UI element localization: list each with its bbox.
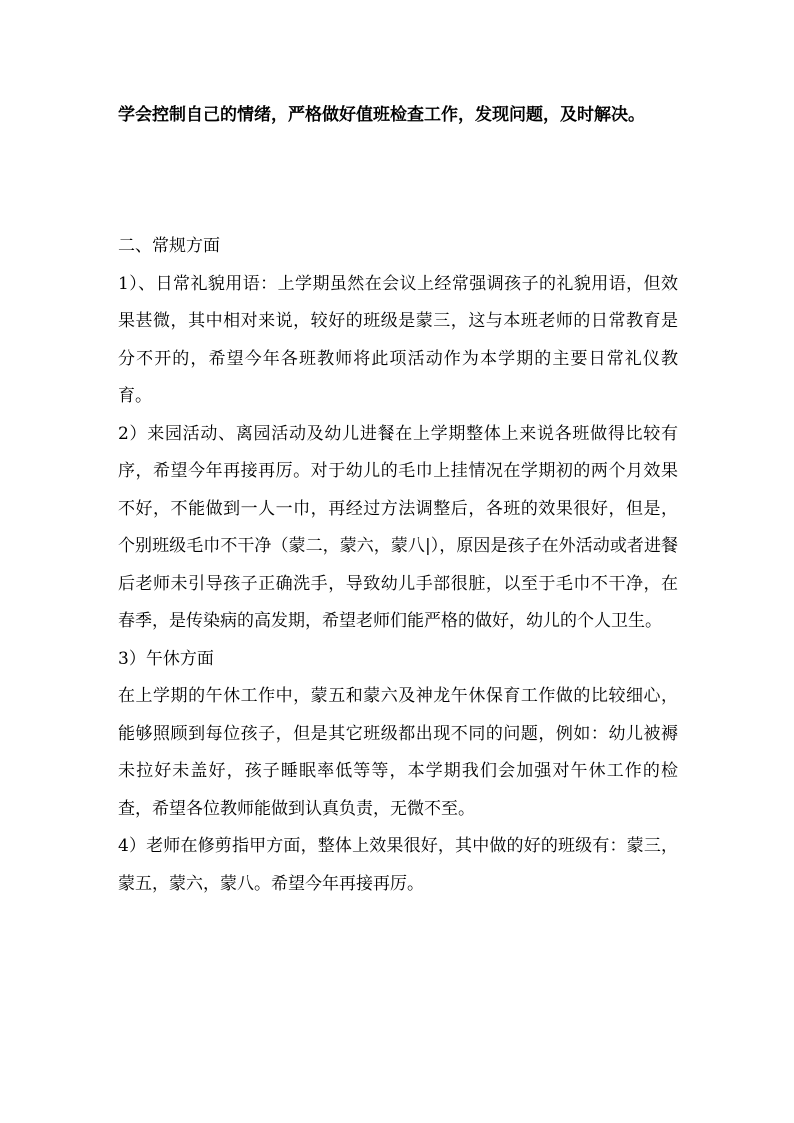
paragraph-nail-trimming: 4）老师在修剪指甲方面，整体上效果很好，其中做的好的班级有：蒙三，蒙五，蒙六，蒙八。希望今年再接再厉。	[118, 836, 678, 894]
section-heading: 二、常规方面	[118, 236, 220, 256]
paragraph-nap-detail: 在上学期的午休工作中，蒙五和蒙六及神龙午休保育工作做的比较细心，能够照顾到每位孩子，但是其它班级都出现不同的问题，例如：幼儿被褥未拉好未盖好，孩子睡眠率低等等，本学期我们会加强对午休工作的检查，希望各位教师能做到认真负责，无微不至。	[118, 686, 678, 819]
intro-line: 学会控制自己的情绪，严格做好值班检查工作，发现问题，及时解决。	[118, 105, 645, 125]
paragraph-nap-heading: 3）午休方面	[118, 648, 214, 669]
paragraph-arrival-departure: 2）来园活动、离园活动及幼儿进餐在上学期整体上来说各班做得比较有序，希望今年再接再厉。对于幼儿的毛巾上挂情况在学期初的两个月效果不好，不能做到一人一巾，再经过方法调整后，各班的效果很好，但是，个别班级毛巾不干净（蒙二，蒙六，蒙八|），原因是孩子在外活动或者进餐后老师未引导孩子正确洗手，导致幼儿手部很脏，以至于毛巾不干净，在春季，是传染病的高发期，希望老师们能严格的做好，幼儿的个人卫生。	[118, 423, 678, 631]
paragraph-daily-etiquette: 1）、日常礼貌用语：上学期虽然在会议上经常强调孩子的礼貌用语，但效果甚微，其中相对来说，较好的班级是蒙三，这与本班老师的日常教育是分不开的，希望今年各班教师将此项活动作为本学期的主要日常礼仪教育。	[118, 273, 678, 406]
body-text	[118, 228, 678, 903]
